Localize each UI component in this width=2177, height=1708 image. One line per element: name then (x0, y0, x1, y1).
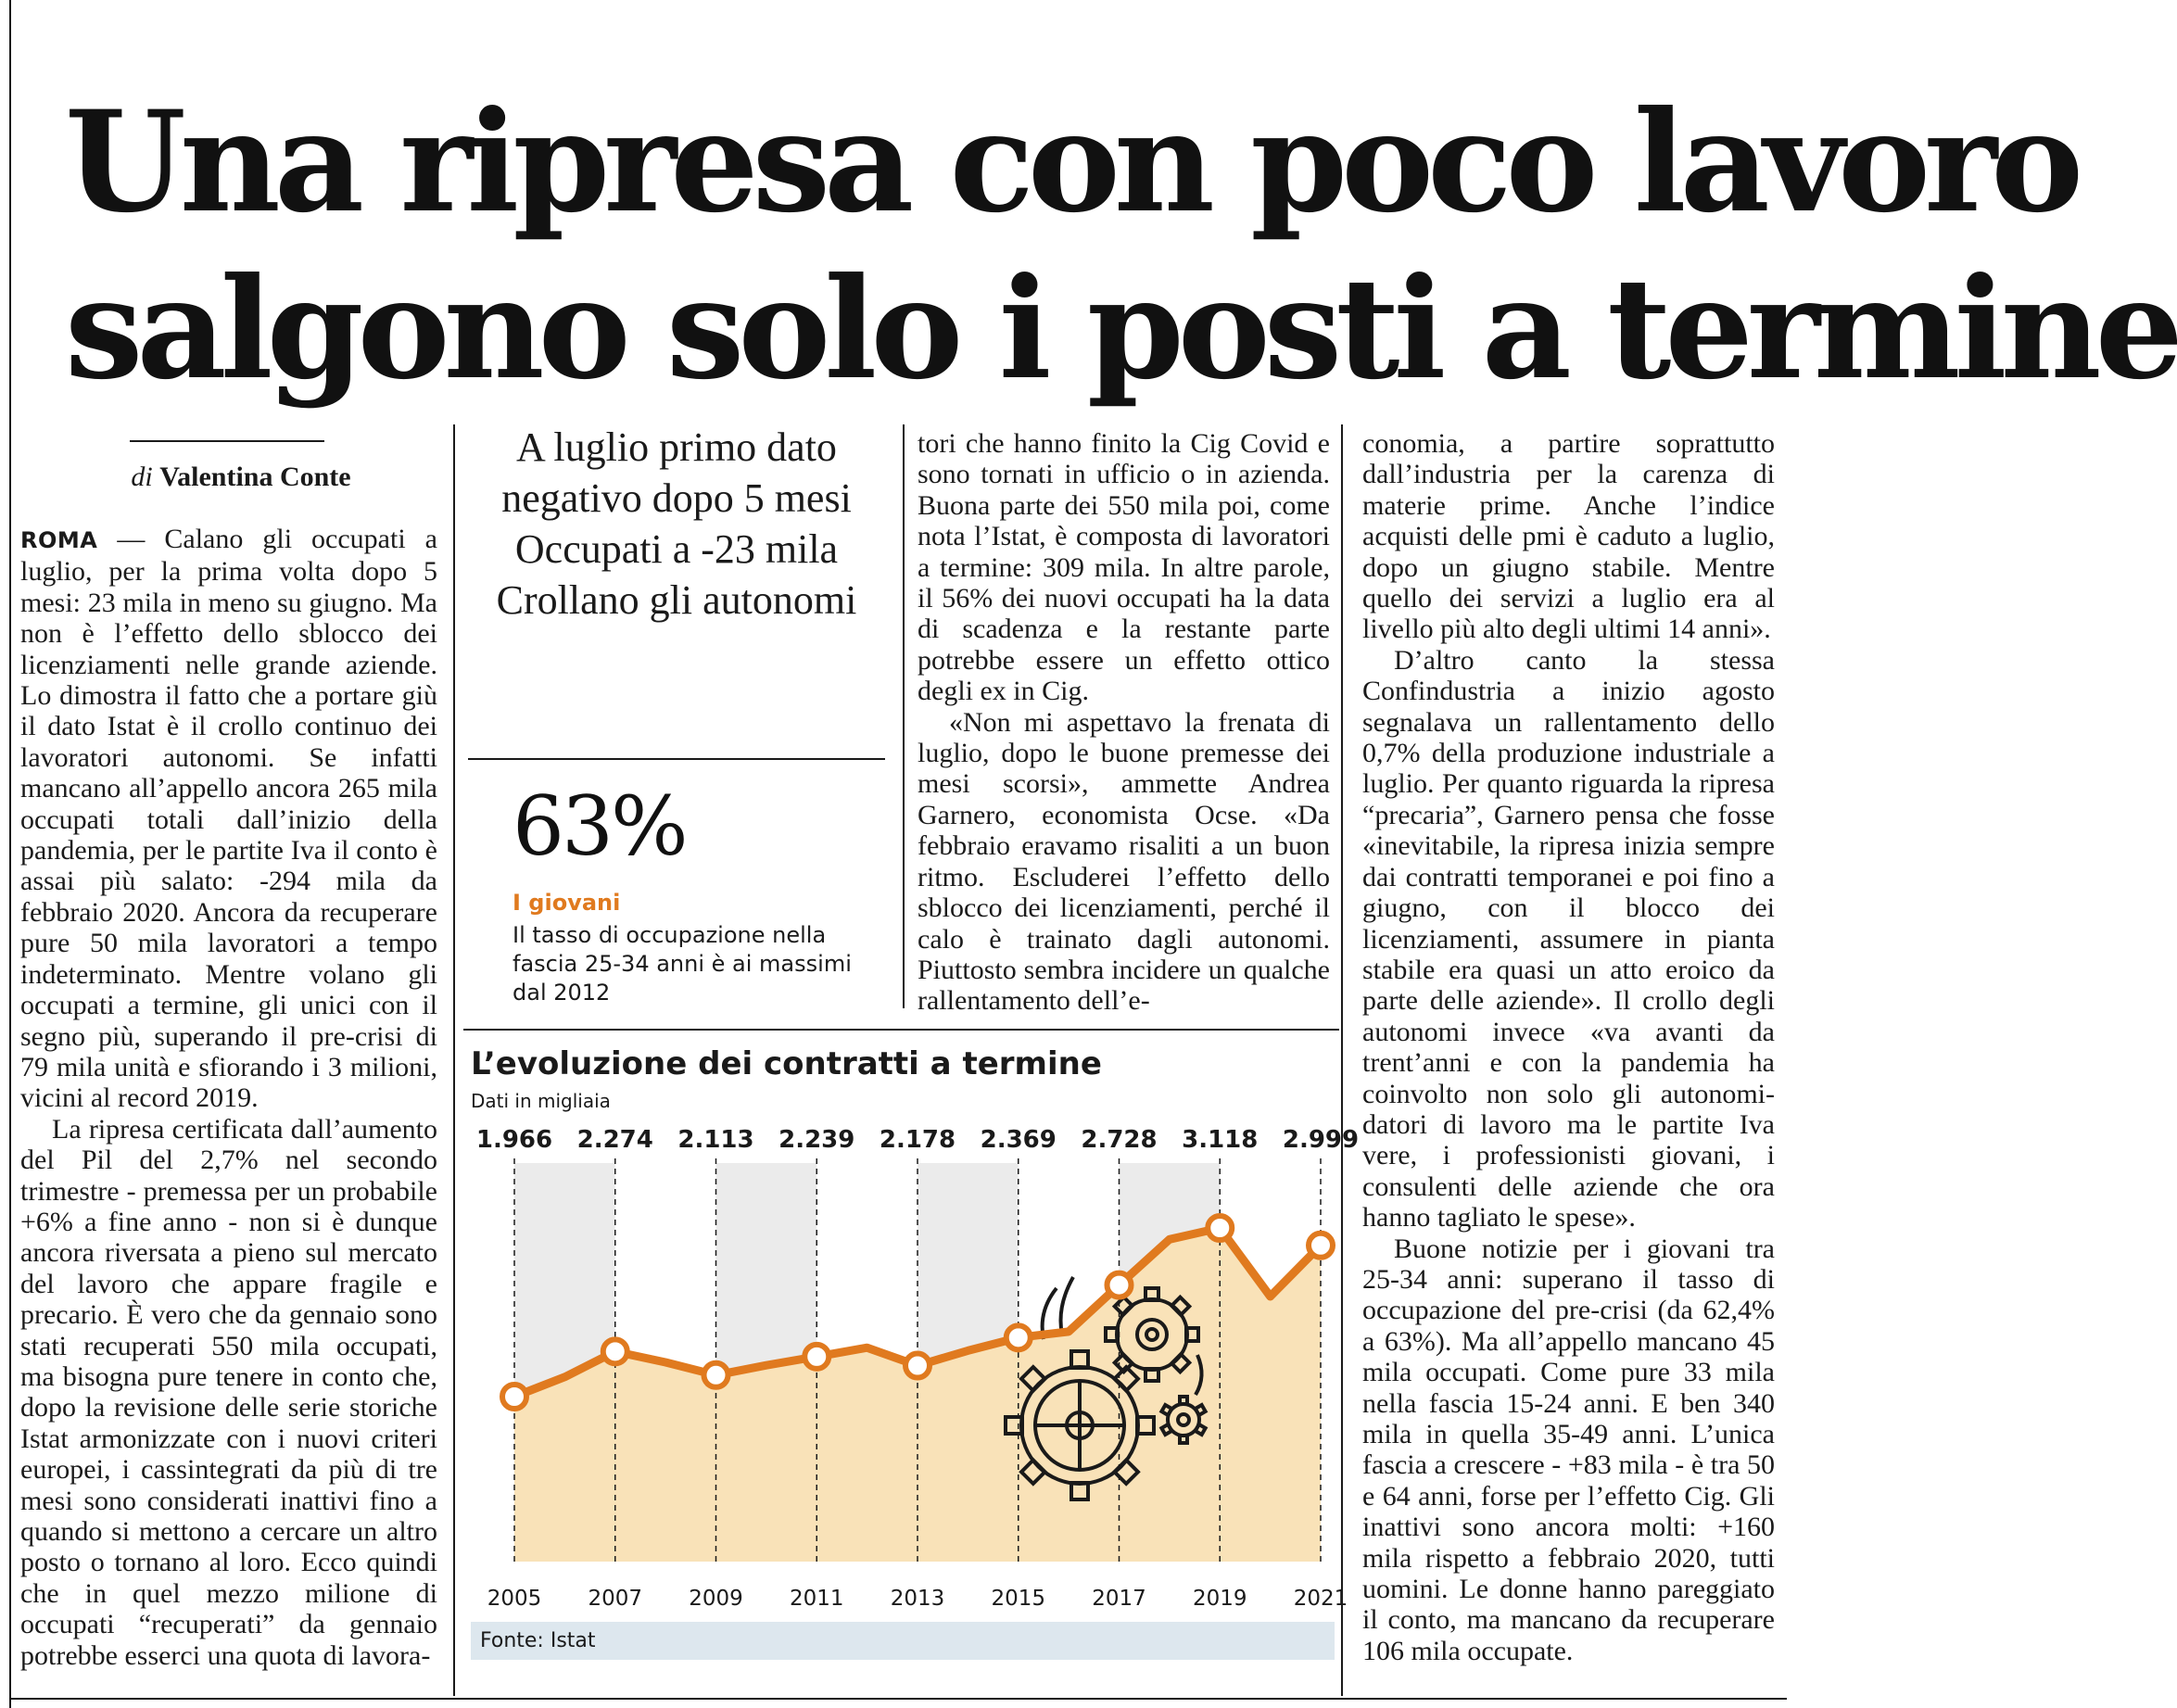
x-tick-label: 2015 (991, 1587, 1046, 1611)
byline-author: Valentina Conte (159, 462, 351, 492)
data-point (502, 1385, 526, 1409)
data-point (1107, 1273, 1132, 1297)
paragraph: Buone notizie per i giovani tra 25-34 anni: superano il tasso di occupazione del pre-crisi (da 62,4% a 63%). Ma all’appello mancano 45 mila occupati. Come pure 33 mila nella fascia 15-24 anni. E ben 340 mila in quella 35-49 anni. L’unica fascia a crescere - +83 mila - è tra 50 e 64 anni, forse per l’effetto Cig. Gli inattivi sono ancora molti: +160 mila rispetto a febbraio 2020, tutti uomini. Le donne hanno pareggiato il conto, ma mancano da recuperare 106 mila occupate. (1362, 1233, 1775, 1666)
stat-value: 63% (513, 778, 686, 874)
column-rule-3 (1341, 424, 1343, 1696)
x-tick-label: 2019 (1192, 1587, 1247, 1611)
data-point (1208, 1216, 1232, 1240)
data-label: 2.113 (677, 1126, 754, 1154)
subhead-line: Occupati a -23 mila (514, 526, 839, 572)
data-point (1309, 1234, 1333, 1258)
paragraph: D’altro canto la stessa Confindustria a inizio agosto segnalava un rallentamento dello 0,7% della produzione industriale a luglio. Per quanto riguarda la ripresa “precaria”, Garnero pensa che fosse «inevitabile, la ripresa inizia sempre dai contratti temporanei e poi fino a giugno, con il blocco dei licenziamenti, assumere in pianta stabile era quasi un atto eroico da parte delle aziende». Il crollo degli autonomi invece «va avanti da trent’anni e con la pandemia ha coinvolto non solo gli autonomi-datori di lavoro ma le partite Iva vere, i professionisti giovani, i consulenti delle aziende che ora hanno tagliato le spese». (1362, 644, 1775, 1234)
x-tick-label: 2005 (487, 1587, 542, 1611)
page-left-border (9, 0, 11, 1708)
article-column-3 (918, 428, 1330, 1017)
chart-source: Fonte: Istat (471, 1622, 1335, 1660)
byline-rule (130, 440, 324, 442)
data-label: 2.239 (778, 1126, 855, 1154)
byline-prefix: di (131, 462, 153, 492)
data-point (1006, 1325, 1031, 1349)
chart-top-rule (463, 1029, 1339, 1031)
dateline: ROMA (20, 527, 98, 553)
article-column-4 (1362, 428, 1775, 1666)
headline (65, 79, 2177, 412)
chart (463, 1112, 1360, 1617)
subhead-line: Crollano gli autonomi (496, 577, 857, 623)
paragraph: conomia, a partire soprattutto dall’industria per la carenza di materie prime. Anche l’indice acquisti delle pmi è caduto a luglio, dopo un giugno stabile. Mentre quello dei servizi a luglio era al livello più alto degli ultimi 14 anni». (1362, 428, 1775, 645)
data-label: 1.966 (475, 1126, 553, 1154)
x-tick-label: 2007 (588, 1587, 643, 1611)
x-tick-label: 2017 (1092, 1587, 1146, 1611)
data-label: 2.728 (1081, 1126, 1158, 1154)
data-label: 2.178 (879, 1126, 956, 1154)
article-column-1 (20, 524, 437, 1671)
chart-subtitle: Dati in migliaia (471, 1090, 611, 1112)
subhead-divider (468, 758, 885, 760)
headline-line-2: salgono solo i posti a termine (65, 247, 2177, 411)
data-point (704, 1363, 728, 1387)
column-rule-1 (453, 424, 455, 1696)
paragraph: «Non mi aspettavo la frenata di luglio, dopo le buone premesse dei mesi scorsi», ammette Andrea Garnero, economista Ocse. «Da febbraio eravamo risaliti a un buon ritmo. Escluderei l’effetto dello sblocco dei licenziamenti, perché il calo è trainato dagli autonomi. Piuttosto sembra incidere un qualche rallentamento dell’e- (918, 706, 1330, 1017)
data-label: 2.369 (980, 1126, 1057, 1154)
x-tick-label: 2009 (689, 1587, 743, 1611)
paragraph (20, 524, 437, 1114)
x-tick-label: 2021 (1293, 1587, 1348, 1611)
byline (37, 462, 445, 493)
data-point (905, 1354, 930, 1378)
data-label: 2.999 (1282, 1126, 1360, 1154)
subhead-line: A luglio primo dato (516, 424, 837, 470)
x-tick-label: 2011 (789, 1587, 844, 1611)
chart-title: L’evoluzione dei contratti a termine (471, 1045, 1102, 1082)
subheadline (463, 422, 890, 626)
data-label: 2.274 (576, 1126, 653, 1154)
page-bottom-rule (9, 1698, 1787, 1700)
subhead-line: negativo dopo 5 mesi (501, 475, 852, 521)
stat-label: I giovani (513, 890, 621, 916)
paragraph-text: — Calano gli occupati a luglio, per la prima volta dopo 5 mesi: 23 mila in meno su giugno. Ma non è l’effetto dello sblocco dei licenziamenti nelle grande aziende. Lo dimostra il fatto che a portare giù il dato Istat è il crollo continuo dei lavoratori autonomi. Se infatti mancano all’appello ancora 265 mila occupati totali dall’inizio della pandemia, per le partite Iva il conto è assai più salato: -294 mila da febbraio 2020. Ancora da recuperare pure 50 mila lavoratori a tempo indeterminato. Mentre volano gli occupati a termine, gli unici con il segno più, superando il pre-crisi di 79 mila unità e sfiorando i 3 milioni, vicini al record 2019. (20, 524, 437, 1114)
paragraph: tori che hanno finito la Cig Covid e sono tornati in ufficio o in azienda. Buona parte dei 550 mila poi, come nota l’Istat, è composta di lavoratori a termine: 309 mila. In altre parole, il 56% dei nuovi occupati ha la data di scadenza e la restante parte potrebbe essere un effetto ottico degli ex in Cig. (918, 428, 1330, 707)
data-point (804, 1345, 829, 1369)
headline-line-1: Una ripresa con poco lavoro (65, 81, 2078, 244)
data-label: 3.118 (1182, 1126, 1259, 1154)
column-rule-2 (903, 424, 905, 1008)
data-point (603, 1339, 627, 1363)
stat-description: Il tasso di occupazione nella fascia 25-34 anni è ai massimi dal 2012 (513, 922, 852, 1006)
x-tick-label: 2013 (890, 1587, 945, 1611)
paragraph: La ripresa certificata dall’aumento del Pil del 2,7% nel secondo trimestre - premessa per un probabile +6% a fine anno - non si è dunque ancora riversata a pieno sul mercato del lavoro che appare fragile e precario. È vero che da gennaio sono stati recuperati 550 mila occupati, ma bisogna pure tenere in conto che, dopo la revisione delle serie storiche Istat armonizzate con i nuovi criteri europei, i cassintegrati da più di tre mesi sono considerati inattivi fino a quando si mettono a cercare un altro posto o tornano al loro. Ecco quindi che in quel mezzo milione di occupati “recuperati” da gennaio potrebbe esserci una quota di lavora- (20, 1113, 437, 1671)
